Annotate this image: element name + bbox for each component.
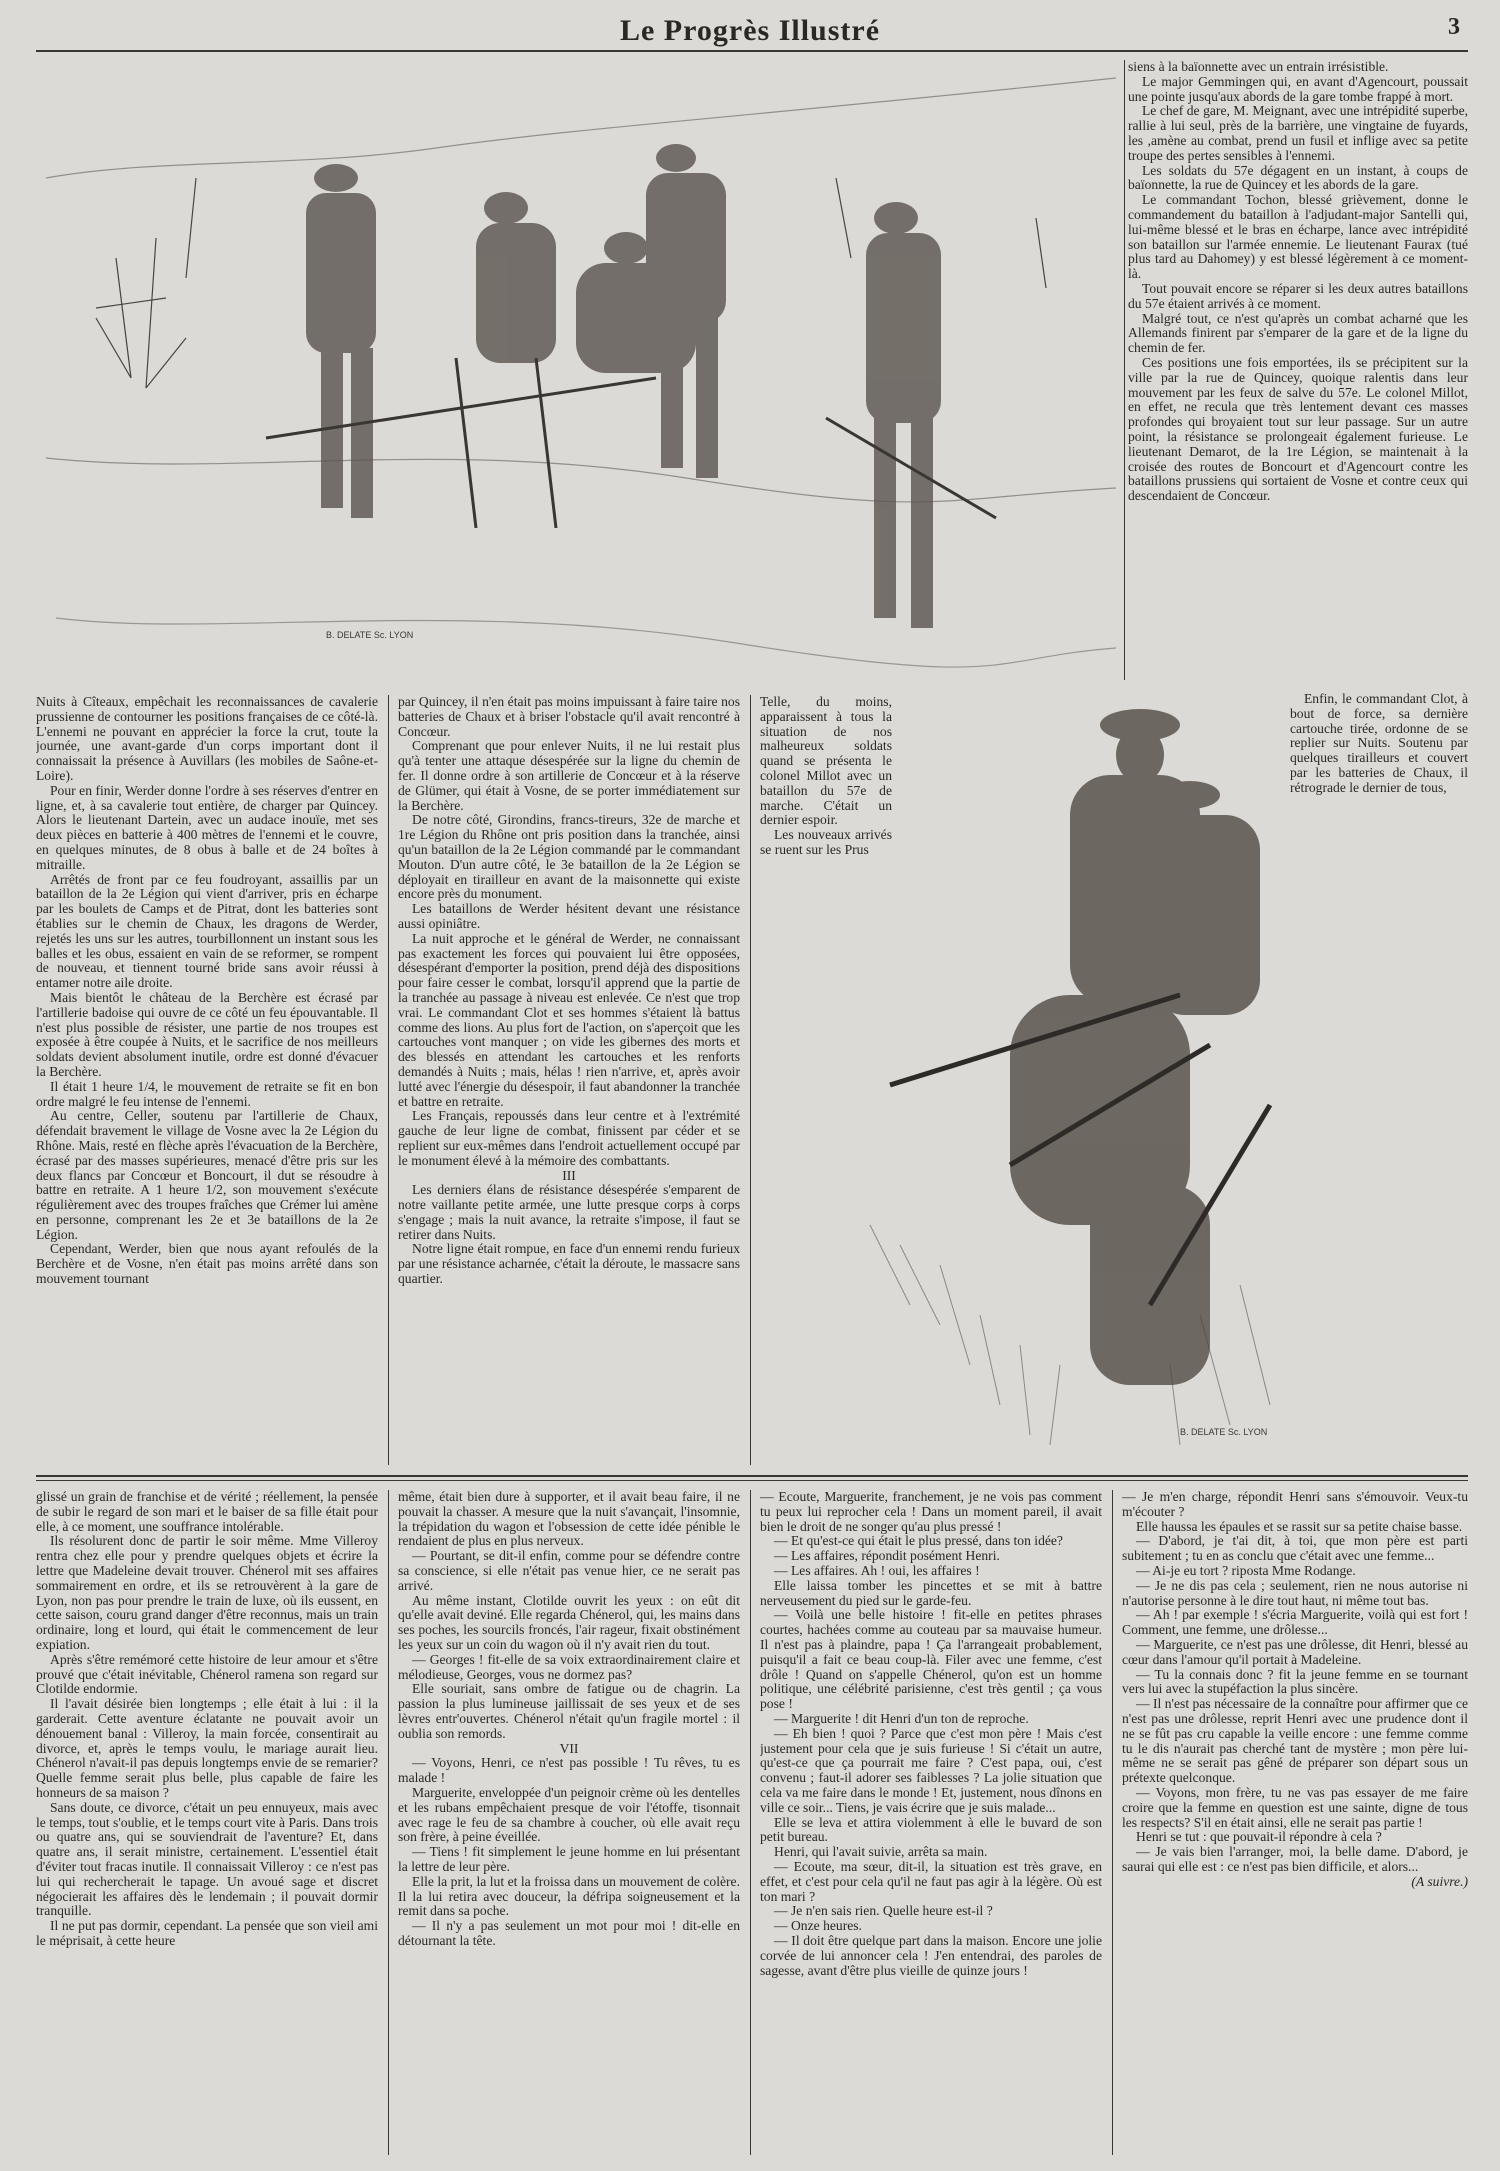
article-paragraph: par Quincey, il n'en était pas moins impuissant à faire taire nos batteries de Chaux et à briser l'obstacle qu'il avait rencontré à Concœur.	[398, 695, 740, 739]
article-column-2	[398, 695, 740, 1465]
feuilleton-paragraph: Il ne put pas dormir, cependant. La pensée que son vieil ami le méprisait, à cette heure	[36, 1918, 378, 1948]
article-column-right-top	[1128, 60, 1468, 688]
feuilleton-paragraph: Sans doute, ce divorce, c'était un peu ennuyeux, mais avec le temps, tout s'oublie, et le temps court vite à Paris. Dans trois ou quatre ans, qui se souviendrait de l'aventure? Et, dans quatre ans, il serait ministre, certainement. L'essentiel était d'éviter tout fracas inutile. Il connaissait Villeroy : ce n'est pas lui qui rechercherait le tapage. Un avoué sage et discret négocierait les affaires dès le lendemain ; il pouvait dormir tranquille.	[36, 1799, 378, 1919]
feuilleton-paragraph: — Il n'y a pas seulement un mot pour moi ! dit-elle en détournant la tête.	[398, 1918, 740, 1948]
wounded-soldiers-engraving	[36, 58, 1122, 688]
column-divider	[750, 1490, 751, 2155]
article-paragraph: Le chef de gare, M. Meignant, avec une intrépidité superbe, rallie à lui seul, près de la barrière, une vingtaine de fuyards, les ,amène au combat, prend un fusil et inflige avec sa petite troupe des pertes sensibles à l'ennemi.	[1128, 103, 1468, 163]
feuilleton-paragraph: — Tu la connais donc ? fit la jeune femme en se tournant vers lui avec la stupéfaction la plus sincère.	[1122, 1666, 1468, 1697]
feuilleton-paragraph: — Onze heures.	[774, 1918, 862, 1934]
article-paragraph: Le commandant Tochon, blessé grièvement, donne le commandement du bataillon à l'adjudant-major Santelli qui, lui-même blessé et le bras en écharpe, lance avec intrépidité son bataillon sur l'armée ennemie. Le lieutenant Faurax (tué plus tard au Dahomey) y est blessé légèrement à ce moment-là.	[1128, 192, 1468, 282]
feuilleton-paragraph: Au même instant, Clotilde ouvrit les yeux : on eût dit qu'elle avait deviné. Elle regarda Chénerol, qui, les mains dans ses poches, les sourcils froncés, l'air rageur, fixait obstinément les yeux sur un coin du wagon où il n'y avait rien du tout.	[398, 1592, 740, 1652]
retreating-soldiers-engraving	[850, 665, 1290, 1465]
feuilleton-paragraph: — Je m'en charge, répondit Henri sans s'émouvoir. Veux-tu m'écouter ?	[1122, 1490, 1468, 1519]
feuilleton-paragraph: — Et qu'est-ce qui était le plus pressé, dans ton idée?	[774, 1533, 1063, 1549]
article-paragraph: Au centre, Celler, soutenu par l'artillerie de Chaux, défendait bravement le village de Vosne avec la 2e Légion du Rhône. Mais, resté en flèche après l'évacuation de la Berchère, écrasé par des masses supérieures, menacé d'être pris sur les deux flancs par Concœur et Boncourt, il dut se résoudre à battre en retraite. A 1 heure 1/2, son mouvement s'exécute régulièrement avec des troupes fraîches que Crémer lui amène en personne, comprenant les 2e et 3e bataillons de la 2e Légion.	[36, 1108, 378, 1242]
feuilleton-paragraph: — Je n'en sais rien. Quelle heure est-il ?	[774, 1903, 993, 1919]
masthead	[40, 14, 1460, 46]
feuilleton-paragraph: Ils résolurent donc de partir le soir même. Mme Villeroy rentra chez elle pour y prendre quelques objets et écrire la lettre que Madeleine devait trouver. Chénerol mit ses affaires sommairement en ordre, et ils se retrouvèrent à la gare de Lyon, non pas pour prendre le train de luxe, où ils eussent, en cette saison, couru grand danger d'être reconnus, mais un train ordinaire, long et lourd, qui était le commencement de leur expiation.	[36, 1533, 378, 1652]
feuilleton-paragraph: — Les affaires, répondit posément Henri.	[774, 1548, 1000, 1564]
feuilleton-paragraph: — Il n'est pas nécessaire de la connaître pour affirmer que ce n'est pas une drôlesse, reprit Henri avec une prudence dont il ne se fût pas cru capable la veille encore : une femme comme tu le dis n'aurait pas cherché tant de mystère ; mon père lui-même ne se serait pas gêné de préparer son départ sous un prétexte quelconque.	[1122, 1696, 1468, 1786]
feuilleton-paragraph: Il l'avait désirée bien longtemps ; elle était à lui : il la garderait. Cette aventure éclatante ne pouvait avoir un dénouement banal : Villeroy, la main forcée, consentirait au divorce, et, après le temps voulu, le mariage aurait lieu. Chénerol n'avait-il pas depuis longtemps envie de se remarier? Quelle femme serait plus belle, plus capable de faire les honneurs de sa maison ?	[36, 1696, 378, 1800]
feuilleton-paragraph: — Je ne dis pas cela ; seulement, rien ne nous autorise ni n'autorise personne à le dire tout haut, ni même tout bas.	[1122, 1577, 1468, 1608]
feuilleton-paragraph: — Je vais bien l'arranger, moi, la belle dame. D'abord, je saurai qui elle est : ce n'est pas bien difficile, et alors...	[1122, 1844, 1468, 1874]
article-paragraph: Les soldats du 57e dégagent en un instant, à coups de baïonnette, la rue de Quincey et les abords de la gare.	[1128, 162, 1468, 193]
article-paragraph: Les nouveaux arrivés se ruent sur les Prus	[760, 827, 892, 857]
feuilleton-paragraph: — Tiens ! fit simplement le jeune homme en lui présentant la lettre de leur père.	[398, 1844, 740, 1874]
feuilleton-paragraph: — Voyons, Henri, ce n'est pas possible ! Tu rêves, tu es malade !	[398, 1755, 740, 1786]
column-divider	[388, 1490, 389, 2155]
feuilleton-paragraph: Après s'être remémoré cette histoire de leur amour et s'être prouvé que c'était inévitable, Chénerol ramena son regard sur Clotilde endormie.	[36, 1651, 378, 1697]
article-paragraph: Enfin, le commandant Clot, à bout de force, sa dernière cartouche tirée, ordonne de se replier sur Nuits. Soutenu par quelques tirailleurs et couvert par les batteries de Chaux, il rétrograde le dernier de tous,	[1290, 692, 1468, 795]
feuilleton-paragraph: Elle souriait, sans ombre de fatigue ou de chagrin. La passion la plus lumineuse jaillissait de ses yeux et de ses lèvres entr'ouvertes. Chénerol n'était qu'un fragile mortel : il oublia son remords.	[398, 1681, 740, 1741]
illustration-retreating-soldiers	[850, 665, 1290, 1465]
article-paragraph: Telle, du moins, apparaissent à tous la situation de nos malheureux soldats quand se présenta le colonel Millot avec un bataillon du 57e de marche. C'était un dernier espoir.	[760, 695, 892, 828]
feuilleton-paragraph: — Il doit être quelque part dans la maison. Encore une jolie corvée de lui annoncer cela ! J'en entendrai, des paroles de sagesse, avant d'être plus vieille de quinze jours !	[760, 1932, 1102, 1978]
feuilleton-paragraph: — Marguerite ! dit Henri d'un ton de reproche.	[774, 1710, 1029, 1726]
feuilleton-paragraph: — Les affaires. Ah ! oui, les affaires !	[774, 1562, 980, 1578]
feuilleton-separator	[36, 1475, 1468, 1477]
feuilleton-paragraph: — Voilà une belle histoire ! fit-elle en petites phrases courtes, hachées comme au couteau par sa mauvaise humeur. Il n'est pas à plaindre, papa ! Ça l'arrangeait probablement, puisqu'il a fait ce beau coup-là. Filer avec une femme, c'est drôle ! Quand on s'appelle Chénerol, qu'on est un homme politique, une célébrité parisienne, c'est très gentil ; ça vous pose !	[760, 1607, 1102, 1712]
feuilleton-paragraph: Elle haussa les épaules et se rassit sur sa petite chaise basse.	[1136, 1518, 1463, 1534]
article-paragraph: Ces positions une fois emportées, ils se précipitent sur la ville par la rue de Quincey, quoique ralentis dans leur mouvement par les feux de salve du 57e. Le colonel Millot, en effet, ne recula que très lentement devant ces masses profondes qui broyaient tout sur leur passage. Sur un autre point, la résistance se prolongeait également furieuse. Le lieutenant Demarot, de la 1re Légion, se maintenait à la croisée des routes de Boncourt et d'Agencourt contre les bataillons prussiens qui sortaient de Vosne et contre ceux qui descendaient de Concœur.	[1128, 354, 1468, 504]
article-paragraph: De notre côté, Girondins, francs-tireurs, 32e de marche et 1re Légion du Rhône ont pris position dans la tranchée, ainsi qu'un bataillon de la 2e Légion commandé par le commandant Mouton. D'un autre côté, le 3e bataillon de la 2e Légion se déployait en tirailleur en avant de la maisonnette qui existe encore près du monument.	[398, 812, 740, 902]
article-paragraph: Mais bientôt le château de la Berchère est écrasé par l'artillerie badoise qui ouvre de ce côté un feu épouvantable. Il n'est plus possible de résister, une partie de nos troupes est exposée à être coupée à Nuits, et le sacrifice de nos meilleurs soldats devient absolument inutile, ordre est donné d'évacuer la Berchère.	[36, 989, 378, 1079]
article-paragraph: Pour en finir, Werder donne l'ordre à ses réserves d'entrer en ligne, et, à sa cavalerie tout entière, de charger par Quincey. Alors le lieutenant Dartein, avec un audace inouïe, met ses deux pièces en batterie à 400 mètres de l'ennemi et le couvre, en quelques minutes, de 8 obus à balle et de 24 boîtes à mitraille.	[36, 782, 378, 872]
feuilleton-paragraph: — Eh bien ! quoi ? Parce que c'est mon père ! Mais c'est justement pour cela que je suis furieuse ! Si c'était un autre, qu'est-ce que ça pourrait me faire ? C'est papa, oui, c'est convenu ; faut-il adorer ses faiblesses ? La jolie situation que cela va me faire dans le monde ! Et, justement, nous dînons en ville ce soir... Tiens, je vais écrire que je suis malade...	[760, 1725, 1102, 1815]
illustration-wounded-soldiers	[36, 58, 1122, 688]
feuilleton-column-4	[1122, 1490, 1468, 2155]
page-number: 3	[1448, 14, 1460, 40]
feuilleton-paragraph: Marguerite, enveloppée d'un peignoir crème où les dentelles et les rubans empêchaient presque de voir l'étoffe, tisonnait avec rage le feu de sa chambre à coucher, où elle avait reçu son frère, à peine éveillée.	[398, 1784, 740, 1845]
section-heading: III	[562, 1167, 576, 1183]
feuilleton-column-1	[36, 1490, 378, 2155]
feuilleton-separator-second	[36, 1480, 1468, 1481]
article-paragraph: Comprenant que pour enlever Nuits, il ne lui restait plus qu'à tenter une attaque désespérée sur la ligne du chemin de fer. Il donne ordre à son artillerie de Concœur et à la réserve de Glümer, qui était à Vosne, de se porter immédiatement sur la Berchère.	[398, 738, 740, 813]
masthead-rule	[36, 50, 1468, 52]
article-paragraph: Nuits à Cîteaux, empêchait les reconnaissances de cavalerie prussienne de contourner les positions françaises de ce côté-là. L'ennemi ne pouvant en apprécier la force la crut, toute la journée, une avant-garde d'un corps important dont il connaissait la présence à Auvillars (les mobiles de Saône-et-Loire).	[36, 695, 378, 783]
feuilleton-paragraph: — Ah ! par exemple ! s'écria Marguerite, voilà qui est fort ! Comment, une femme, une drôlesse...	[1122, 1607, 1468, 1638]
newspaper-title: Le Progrès Illustré	[619, 14, 881, 47]
feuilleton-paragraph: — Ecoute, ma sœur, dit-il, la situation est très grave, en effet, et c'est pour cela qu'il ne faut pas agir à la légère. Où est ton mari ?	[760, 1858, 1102, 1904]
feuilleton-column-2	[398, 1490, 740, 2155]
article-paragraph: Malgré tout, ce n'est qu'après un combat acharné que les Allemands finirent par s'emparer de la gare et de la ligne du chemin de fer.	[1128, 310, 1468, 356]
feuilleton-paragraph: — Pourtant, se dit-il enfin, comme pour se défendre contre sa conscience, si elle n'était pas venue hier, ce ne serait pas arrivé.	[398, 1548, 740, 1593]
column-divider	[1124, 60, 1125, 680]
feuilleton-paragraph: — Voyons, mon frère, tu ne vas pas essayer de me faire croire que la femme en question est une sainte, digne de tous les respects? S'il en était ainsi, elle ne serait pas partie !	[1122, 1784, 1468, 1830]
chapter-heading: VII	[559, 1740, 579, 1756]
feuilleton-paragraph: — Ai-je eu tort ? riposta Mme Rodange.	[1136, 1562, 1356, 1578]
column-divider	[388, 695, 389, 1465]
feuilleton-paragraph: glissé un grain de franchise et de vérité ; réellement, la pensée de subir le regard de son mari et le baiser de sa fille était pour elle, à ce moment, une souffrance intolérable.	[36, 1490, 378, 1534]
article-paragraph: La nuit approche et le général de Werder, ne connaissant pas exactement les forces qui pouvaient lui être opposées, désespérant d'emporter la position, prend déjà des dispositions pour faire cesser le combat, lorsqu'il apprend que la partie de la tranchée au passage à niveau est enlevée. Ce n'est que trop vrai. Le commandant Clot et ses hommes s'étaient là battus comme des lions. Au plus fort de l'action, on s'aperçoit que les cartouches vont manquer ; on vide les gibernes des morts et des blessés en attendant les cartouches et les renforts demandés à Nuits ; mais, hélas ! rien n'arrive, et, après avoir lutté avec l'énergie du désespoir, il faut abandonner la tranchée et battre en retraite.	[398, 930, 740, 1109]
feuilleton-paragraph: — Marguerite, ce n'est pas une drôlesse, dit Henri, blessé au cœur dans l'amour qu'il portait à Madeleine.	[1122, 1636, 1468, 1667]
article-paragraph: Notre ligne était rompue, en face d'un ennemi rendu furieux par une résistance acharnée, c'était la déroute, le massacre sans quartier.	[398, 1241, 740, 1287]
feuilleton-paragraph: — Ecoute, Marguerite, franchement, je ne vois pas comment tu peux lui reprocher cela ! Dans un moment pareil, il avait bien le droit de ne songer qu'au plus pressé !	[760, 1490, 1102, 1534]
article-paragraph: Les derniers élans de résistance désespérée s'emparent de notre vaillante petite armée, une lutte presque corps à corps s'engage ; mais la nuit avance, la retraite s'impose, il faut se retirer dans Nuits.	[398, 1182, 740, 1242]
feuilleton-paragraph: — Georges ! fit-elle de sa voix extraordinairement claire et mélodieuse, Georges, vous ne dormez pas?	[398, 1651, 740, 1682]
article-column-right-continued	[1290, 692, 1468, 857]
article-paragraph: Il était 1 heure 1/4, le mouvement de retraite se fit en bon ordre malgré le feu intense de l'ennemi.	[36, 1078, 378, 1109]
feuilleton-paragraph: Elle se leva et attira violemment à elle le buvard de son petit bureau.	[760, 1814, 1102, 1845]
top-illustration-signature: B. DELATE Sc. LYON	[326, 630, 414, 640]
feuilleton-paragraph: Henri, qui l'avait suivie, arrêta sa main.	[774, 1844, 988, 1860]
feuilleton-paragraph: Elle la prit, la lut et la froissa dans un mouvement de colère. Il la lui retira avec douceur, la défripa soigneusement et la remit dans sa poche.	[398, 1873, 740, 1919]
bottom-illustration-signature: B. DELATE Sc. LYON	[1180, 1427, 1268, 1437]
article-paragraph: Le major Gemmingen qui, en avant d'Agencourt, poussait une pointe jusqu'aux abords de la gare tombe frappé à mort.	[1128, 73, 1468, 104]
article-paragraph: siens à la baïonnette avec un entrain irrésistible.	[1128, 60, 1389, 74]
feuilleton-paragraph: même, était bien dure à supporter, et il avait beau faire, il ne pouvait la chasser. A mesure que la nuit s'avançait, l'insomnie, la trépidation du wagon et l'obsession de cette idée pénible le rendaient de plus en plus nerveux.	[398, 1490, 740, 1549]
feuilleton-paragraph: — D'abord, je t'ai dit, à toi, que mon père est parti subitement ; tu en as conclu que c'était avec une femme...	[1122, 1533, 1468, 1564]
article-paragraph: Cependant, Werder, bien que nous ayant refoulés de la Berchère et de Vosne, n'en était pas moins arrêté dans son mouvement tournant	[36, 1241, 378, 1287]
feuilleton-column-3	[760, 1490, 1102, 2155]
column-divider	[750, 695, 751, 1465]
feuilleton-paragraph: Elle laissa tomber les pincettes et se mit à battre nerveusement du pied sur le garde-feu.	[760, 1577, 1102, 1608]
article-paragraph: Tout pouvait encore se réparer si les deux autres bataillons du 57e étaient arrivés à ce moment.	[1128, 280, 1468, 311]
column-divider	[1112, 1490, 1113, 2155]
article-paragraph: Arrêtés de front par ce feu foudroyant, assaillis par un bataillon de la 2e Légion qui vient d'arriver, pris en écharpe par les boulets de Camps et de Pitrat, dont les batteries sont établies sur le chemin de Chaux, les dragons de Werder, rejetés les uns sur les autres, tourbillonnent un instant sous les balles et les obus, essaient en vain de se reformer, se rompent de nouveau, et tiennent tourné bride sans avoir réussi à entamer notre aile droite.	[36, 871, 378, 991]
to-be-continued: (A suivre.)	[1411, 1873, 1468, 1889]
feuilleton-paragraph: Henri se tut : que pouvait-il répondre à cela ?	[1136, 1829, 1382, 1845]
article-paragraph: Les Français, repoussés dans leur centre et à l'extrémité gauche de leur ligne de combat, finissent par céder et se replient sur eux-mêmes dans l'endroit actuellement occupé par le monument élevé à la mémoire des combattants.	[398, 1108, 740, 1168]
article-column-1	[36, 695, 378, 1465]
article-paragraph: Les bataillons de Werder hésitent devant une résistance aussi opiniâtre.	[398, 901, 740, 931]
